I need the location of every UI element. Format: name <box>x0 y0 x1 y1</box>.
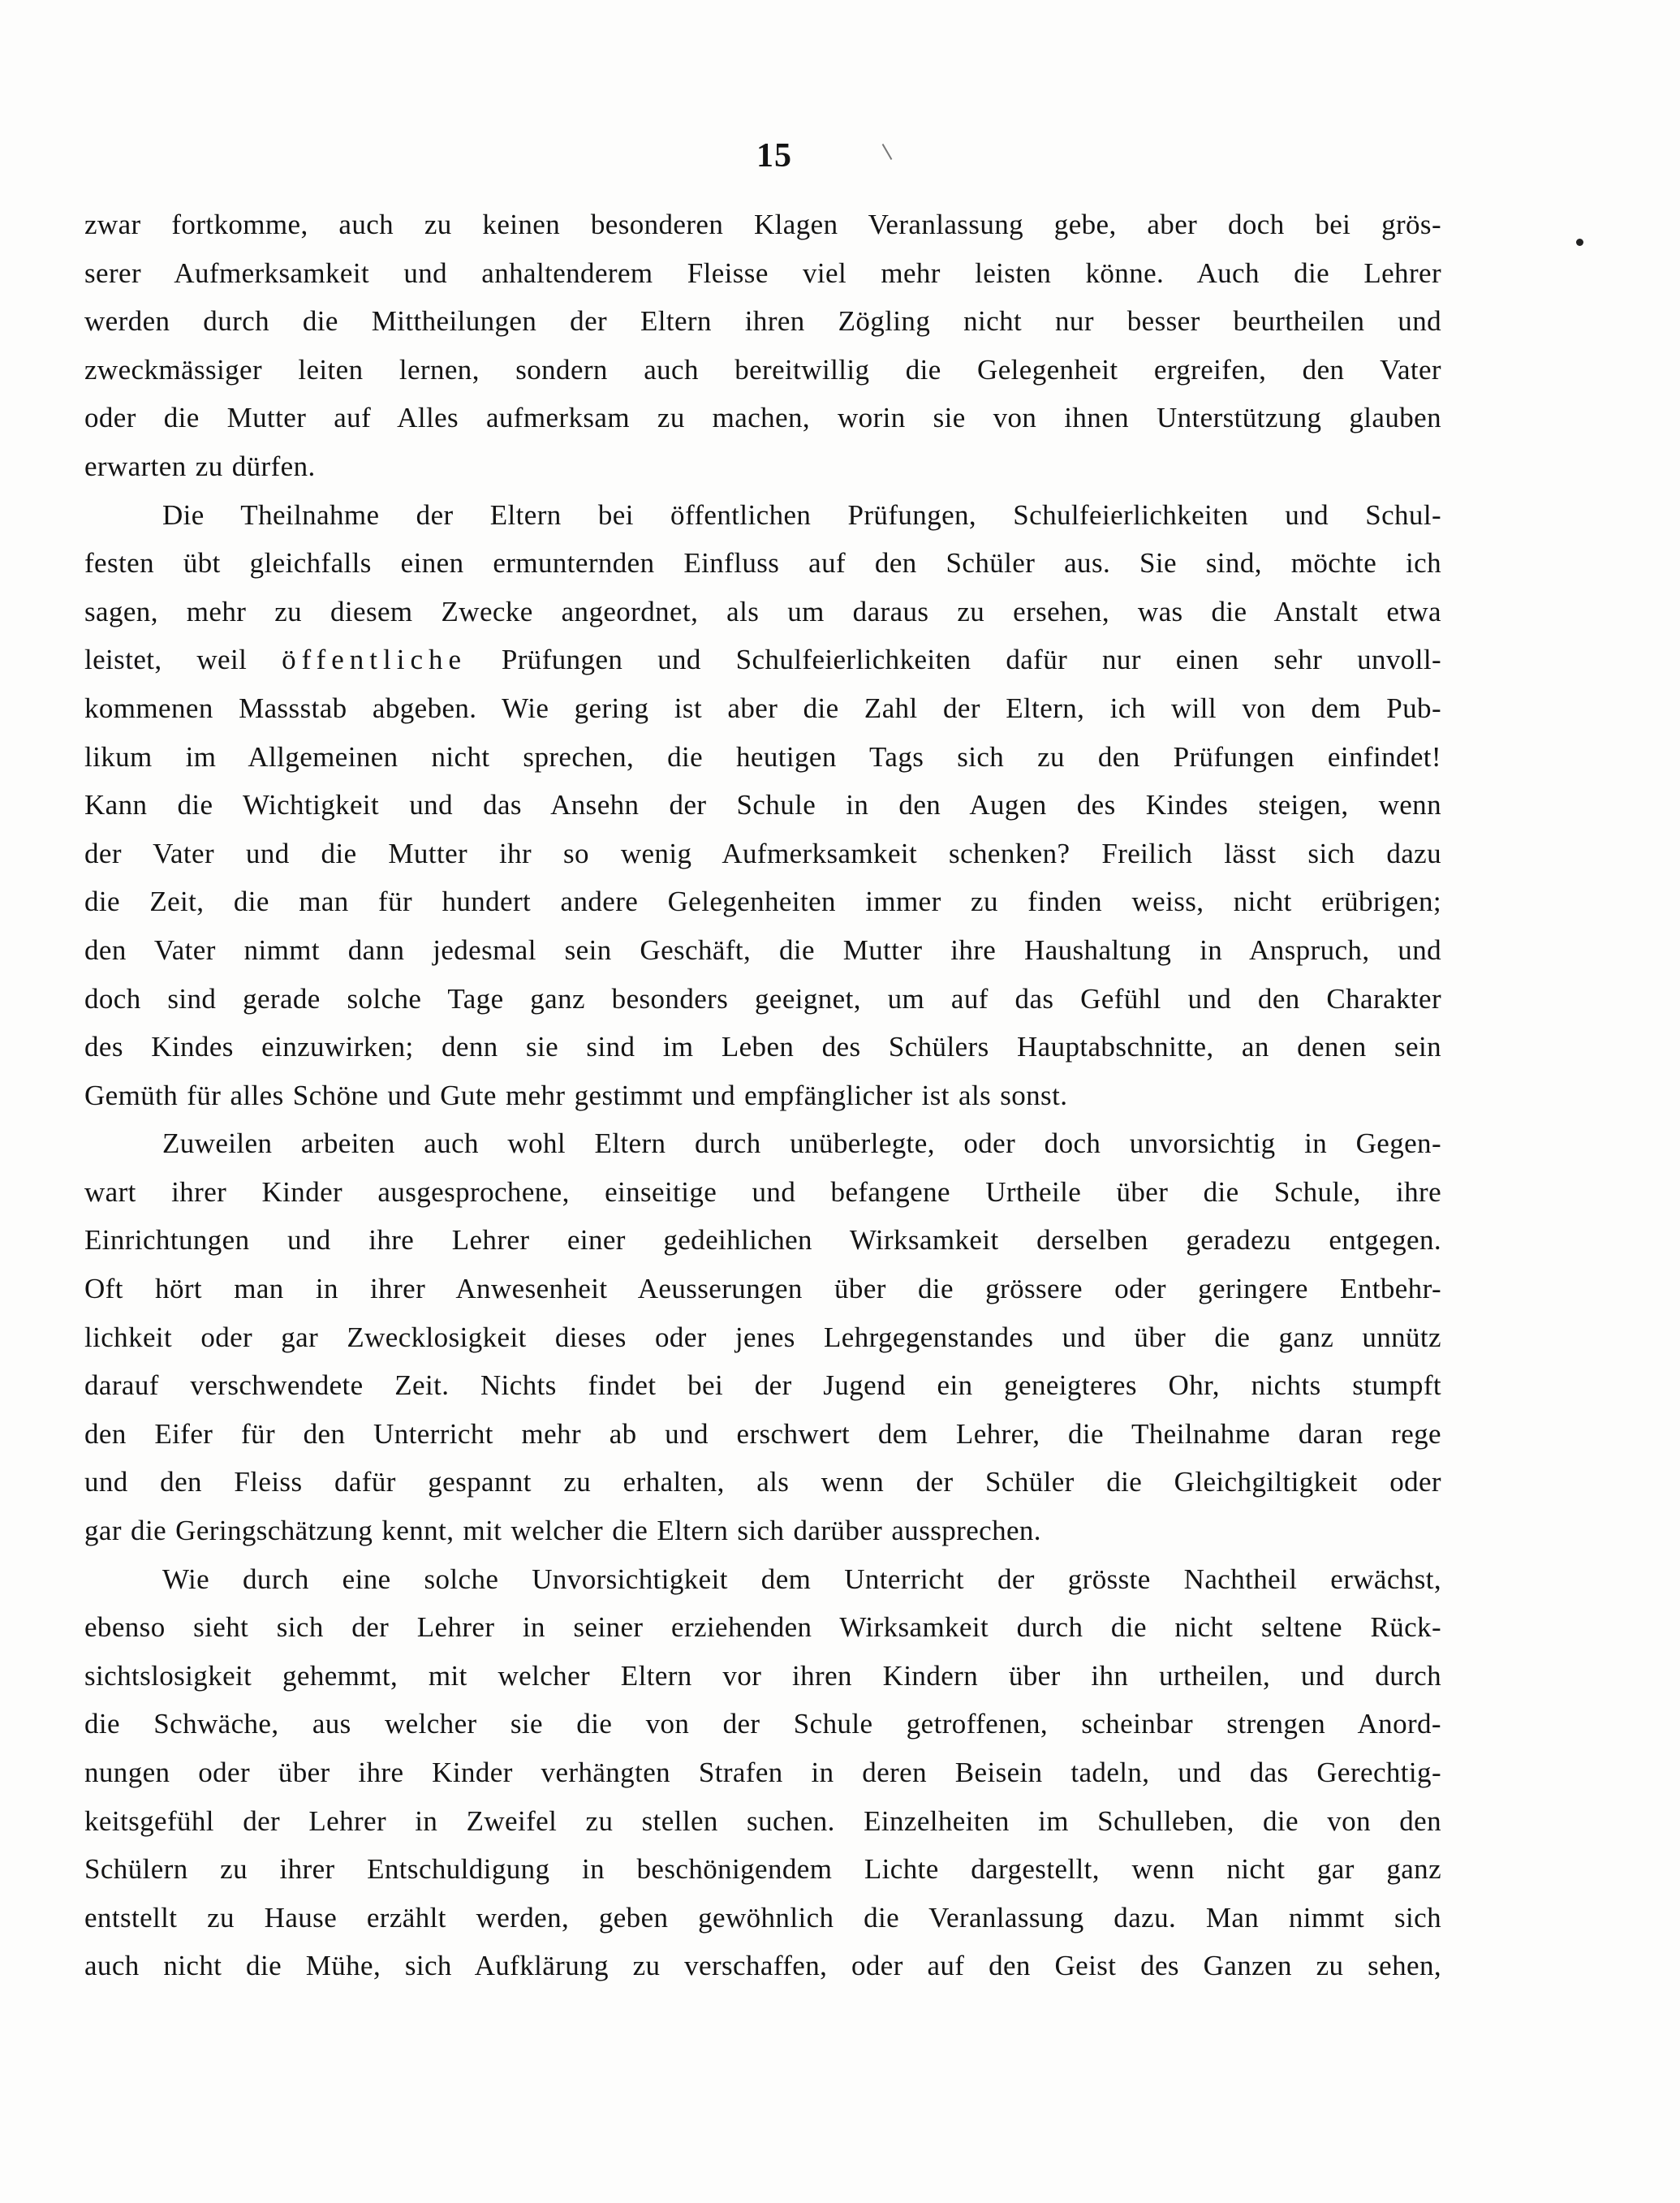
text-line: Oft hört man in ihrer Anwesenheit Aeusserungen über die grössere oder geringere Entbehr- <box>84 1273 1441 1305</box>
text-line: zwar fortkomme, auch zu keinen besonderen Klagen Veranlassung gebe, aber doch bei grös- <box>84 209 1441 240</box>
text-line: die Schwäche, aus welcher sie die von der Schule getroffenen, scheinbar strengen Anord- <box>84 1708 1441 1740</box>
emphasized-word: öffentliche <box>282 644 467 676</box>
text-line: Einrichtungen und ihre Lehrer einer gedeihlichen Wirksamkeit derselben geradezu entgegen. <box>84 1224 1441 1257</box>
text-line: den Vater nimmt dann jedesmal sein Geschäft, die Mutter ihre Haushaltung in Anspruch, und <box>84 933 1441 966</box>
text-line: die Zeit, die man für hundert andere Gelegenheiten immer zu finden weiss, nicht erübrigen; <box>84 886 1441 918</box>
margin-dot <box>1576 239 1583 246</box>
text-line: kommenen Massstab abgeben. Wie gering ist aber die Zahl der Eltern, ich will von dem Pub- <box>84 692 1441 724</box>
paragraph-start-line: Die Theilnahme der Eltern bei öffentlichen Prüfungen, Schulfeierlichkeiten und Schul- <box>162 498 1441 531</box>
text-line: keitsgefühl der Lehrer in Zweifel zu stellen suchen. Einzelheiten im Schulleben, die von den <box>84 1804 1441 1837</box>
paragraph-start-line: Zuweilen arbeiten auch wohl Eltern durch unüberlegte, oder doch unvorsichtig in Gegen- <box>162 1127 1441 1160</box>
text-line: sichtslosigkeit gehemmt, mit welcher Eltern vor ihren Kindern über ihn urtheilen, und durch <box>84 1659 1441 1692</box>
text-line: den Eifer für den Unterricht mehr ab und erschwert dem Lehrer, die Theilnahme daran rege <box>84 1417 1441 1450</box>
text-line: der Vater und die Mutter ihr so wenig Aufmerksamkeit schenken? Freilich lässt sich dazu <box>84 837 1441 869</box>
text-line: festen übt gleichfalls einen ermunternden Einfluss auf den Schüler aus. Sie sind, möchte ich <box>84 547 1441 580</box>
text-line: gar die Geringschätzung kennt, mit welcher die Eltern sich darüber aussprechen. <box>84 1515 1041 1547</box>
text-line: oder die Mutter auf Alles aufmerksam zu machen, worin sie von ihnen Unterstützung glauben <box>84 402 1441 434</box>
text-line: lichkeit oder gar Zwecklosigkeit dieses oder jenes Lehrgegenstandes und über die ganz unnütz <box>84 1321 1441 1353</box>
text-line: werden durch die Mittheilungen der Eltern ihren Zögling nicht nur besser beurtheilen und <box>84 305 1441 338</box>
text-line: Kann die Wichtigkeit und das Ansehn der Schule in den Augen des Kindes steigen, wenn <box>84 789 1441 821</box>
text-line: auch nicht die Mühe, sich Aufklärung zu verschaffen, oder auf den Geist des Ganzen zu sehen, <box>84 1950 1441 1982</box>
text-line: darauf verschwendete Zeit. Nichts findet bei der Jugend ein geneigteres Ohr, nichts stumpft <box>84 1369 1441 1402</box>
text-line: likum im Allgemeinen nicht sprechen, die heutigen Tags sich zu den Prüfungen einfindet! <box>84 740 1441 773</box>
text-line: Schülern zu ihrer Entschuldigung in beschönigendem Lichte dargestellt, wenn nicht gar ganz <box>84 1853 1441 1886</box>
text-line: und den Fleiss dafür gespannt zu erhalten, als wenn der Schüler die Gleichgiltigkeit oder <box>84 1466 1441 1498</box>
paragraph-start-line: Wie durch eine solche Unvorsichtigkeit dem Unterricht der grösste Nachtheil erwächst, <box>162 1563 1441 1595</box>
text-line: erwarten zu dürfen. <box>84 450 316 482</box>
text-line: nungen oder über ihre Kinder verhängten Strafen in deren Beisein tadeln, und das Gerechtig- <box>84 1757 1441 1788</box>
text-line: entstellt zu Hause erzählt werden, geben gewöhnlich die Veranlassung dazu. Man nimmt sich <box>84 1901 1441 1934</box>
text-line: ebenso sieht sich der Lehrer in seiner erziehenden Wirksamkeit durch die nicht seltene Rück- <box>84 1611 1441 1644</box>
text-line: wart ihrer Kinder ausgesprochene, einseitige und befangene Urtheile über die Schule, ihre <box>84 1175 1441 1208</box>
text-segment: Prüfungen und Schulfeierlichkeiten dafür nur einen sehr unvoll- <box>467 644 1441 676</box>
text-line: serer Aufmerksamkeit und anhaltenderem Fleisse viel mehr leisten könne. Auch die Lehrer <box>84 257 1441 289</box>
text-segment: leistet, weil <box>84 644 282 676</box>
text-line: sagen, mehr zu diesem Zwecke angeordnet, als um daraus zu ersehen, was die Anstalt etwa <box>84 595 1441 627</box>
text-line: des Kindes einzuwirken; denn sie sind im Leben des Schülers Hauptabschnitte, an denen sein <box>84 1031 1441 1063</box>
body-text <box>84 200 1441 1990</box>
text-line: doch sind gerade solche Tage ganz besonders geeignet, um auf das Gefühl und den Charakter <box>84 982 1441 1015</box>
text-line: zweckmässiger leiten lernen, sondern auch bereitwillig die Gelegenheit ergreifen, den Vater <box>84 353 1441 386</box>
text-line: Gemüth für alles Schöne und Gute mehr gestimmt und empfänglicher ist als sonst. <box>84 1079 1068 1111</box>
page-number: 15 <box>756 137 792 175</box>
text-line <box>84 636 1441 684</box>
